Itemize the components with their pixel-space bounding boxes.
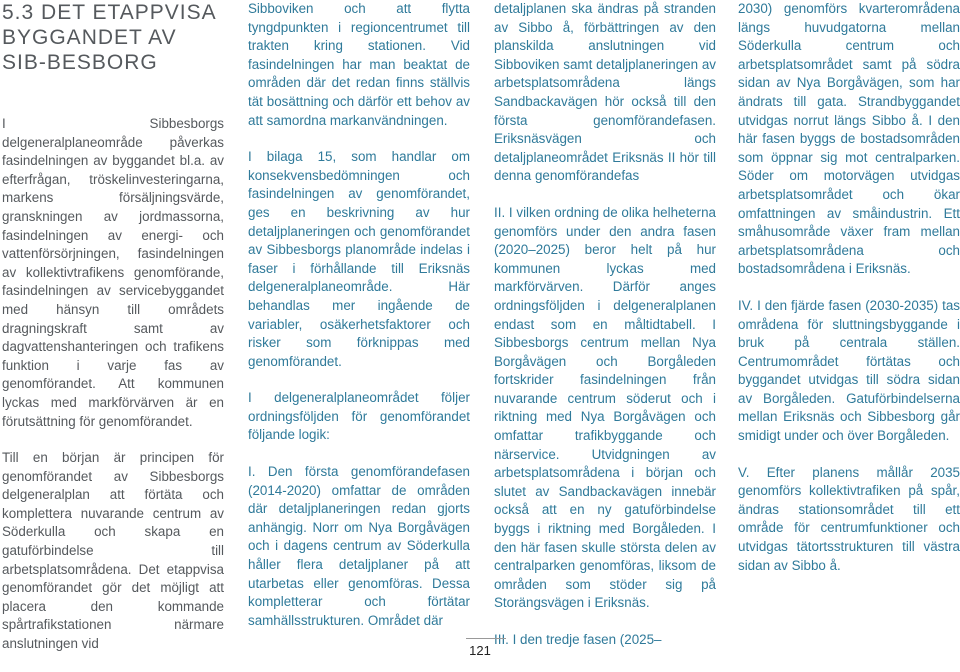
text-column-1 — [2, 0, 224, 672]
phase-paragraph: V. Efter planens mållår 2035 genomförs kollektivtrafiken på spår, ändras stationsområdet till ett område för centrumfunktioner och utvidgas tätortsstrukturen till västra sidan av Sibbo å. — [738, 464, 960, 573]
paragraph: 2030) genomförs kvarterområdena längs huvudgatorna mellan Söderkulla centrum och arbetsplatsområdet samt på södra sidan av Nya Borgåvägen, som har ändrats till gata. Strandbyggandet utvidgas norrut längs Sibbo å. I den här fasen byggs de bostadsområden som öppnar sig mot centralparken. Söder om motorvägen utvidgas arbetsplatsområdet och ökar omfattningen av småindustrin. Ett småhusområde växer fram mellan arbetsplatsområdena och bostadsområdena i Eriksnäs. — [738, 1, 960, 277]
phase-paragraph: II. I vilken ordning de olika helheterna genomförs under den andra fasen (2020–2025) beror helt på hur kommunen lyckas med markförvärven. Därför anges ordningsföljden i delgeneralplanen endast som en måltidtabell. I Sibbesborgs centrum mellan Nya Borgåvägen och Borgåleden fortskrider fasindelningen från nuvarande centrum söderut och i riktning med Nya Borgåvägen och omfattar trafikbyggande och närservice. Utvidgningen av arbetsplatsområdena i början och slutet av Sandbackavägen innebär också att en ny gatuförbindelse byggs i riktning med Borgåleden. I den här fasen skulle största delen av centralparken genomföras, liksom de områden som stöder sig på Storängsvägen i Eriksnäs. — [494, 204, 716, 611]
phase-paragraph: IV. I den fjärde fasen (2030-2035) tas områdena för sluttningsbyggande i bruk på centrala ställen. Centrumområdet förtätas och byggandet utvidgas till södra sidan av Borgåleden. Gatuförbindelserna mellan Eriksnäs och Sibbesborg går smidigt under och över Borgåleden. — [738, 297, 960, 444]
page-number: 121 — [469, 643, 491, 658]
phase-paragraph: III. I den tredje fasen (2025– — [494, 632, 662, 647]
text-column-3 — [494, 0, 716, 668]
text-column-2 — [248, 0, 470, 648]
paragraph: Sibboviken och att flytta tyngdpunkten i regioncentrumet till trakten kring stationen. Vid fasindelningen har man beaktat de områden där det redan finns ställvis tät bosättning och därför ett behov av att samordna markanvändningen. — [248, 1, 470, 128]
phase-paragraph: I. Den första genomförandefasen (2014-2020) omfattar de områden där detaljplaneringen redan gjorts anhängig. Norr om Nya Borgåvägen och i dagens centrum av Söderkulla håller flera detaljplaner på att utarbetas eller genomföras. Dessa kompletterar och förtätar samhällsstrukturen. Området där — [248, 464, 470, 628]
paragraph: detaljplanen ska ändras på stranden av Sibbo å, förbättringen av den planskilda anslutningen vid Sibboviken samt detaljplaneringen av arbetsplatsområdena längs Sandbackavägen hör också till den första genomförandefasen. Eriksnäsvägen och detaljplaneområdet Eriksnäs II hör till denna genomförandefas — [494, 1, 716, 184]
section-heading: 5.3 DET ETAPPVISA BYGGANDET AV SIB-BESBORG — [2, 1, 216, 74]
paragraph: I bilaga 15, som handlar om konsekvensbedömningen och fasindelningen av genomförandet, ges en beskrivning av hur detaljplaneringen och genomförandet av Sibbesborgs planområde indelas i faser i förhållande till Eriksnäs delgeneralplaneområde. Här behandlas mer ingående de variabler, osäkerhetsfaktorer och risker som förknippas med genomförandet. — [248, 149, 470, 369]
paragraph: I Sibbesborgs delgeneralplaneområde påverkas fasindelningen av byggandet bl.a. av efterfrågan, tröskelinvesteringarna, markens försäljningsvärde, granskningen av jordmassorna, fasindelningen av energi- och vattenförsörjningen, fasindelningen av kollektivtrafikens genomförande, fasindelningen av servicebyggandet med hänsyn till områdets dragningskraft samt av dagvattenshanteringen och trafikens funktion i varje fas av genomförandet. Att kommunen lyckas med markförvärven är en förutsättning för genomförandet. — [2, 116, 224, 429]
paragraph: I delgeneralplaneområdet följer ordningsföljden för genomförandet följande logik: — [248, 390, 470, 443]
text-column-4 — [738, 0, 960, 593]
paragraph: Till en början är principen för genomförandet av Sibbesborgs delgeneralplan att förtäta och komplettera nuvarande centrum av Söderkulla och skapa en gatuförbindelse till arbetsplatsområdena. Det etappvisa genomförandet gör det möjligt att placera den kommande spårtrafikstationen närmare anslutningen vid — [2, 450, 224, 652]
footer-rule — [466, 638, 506, 639]
